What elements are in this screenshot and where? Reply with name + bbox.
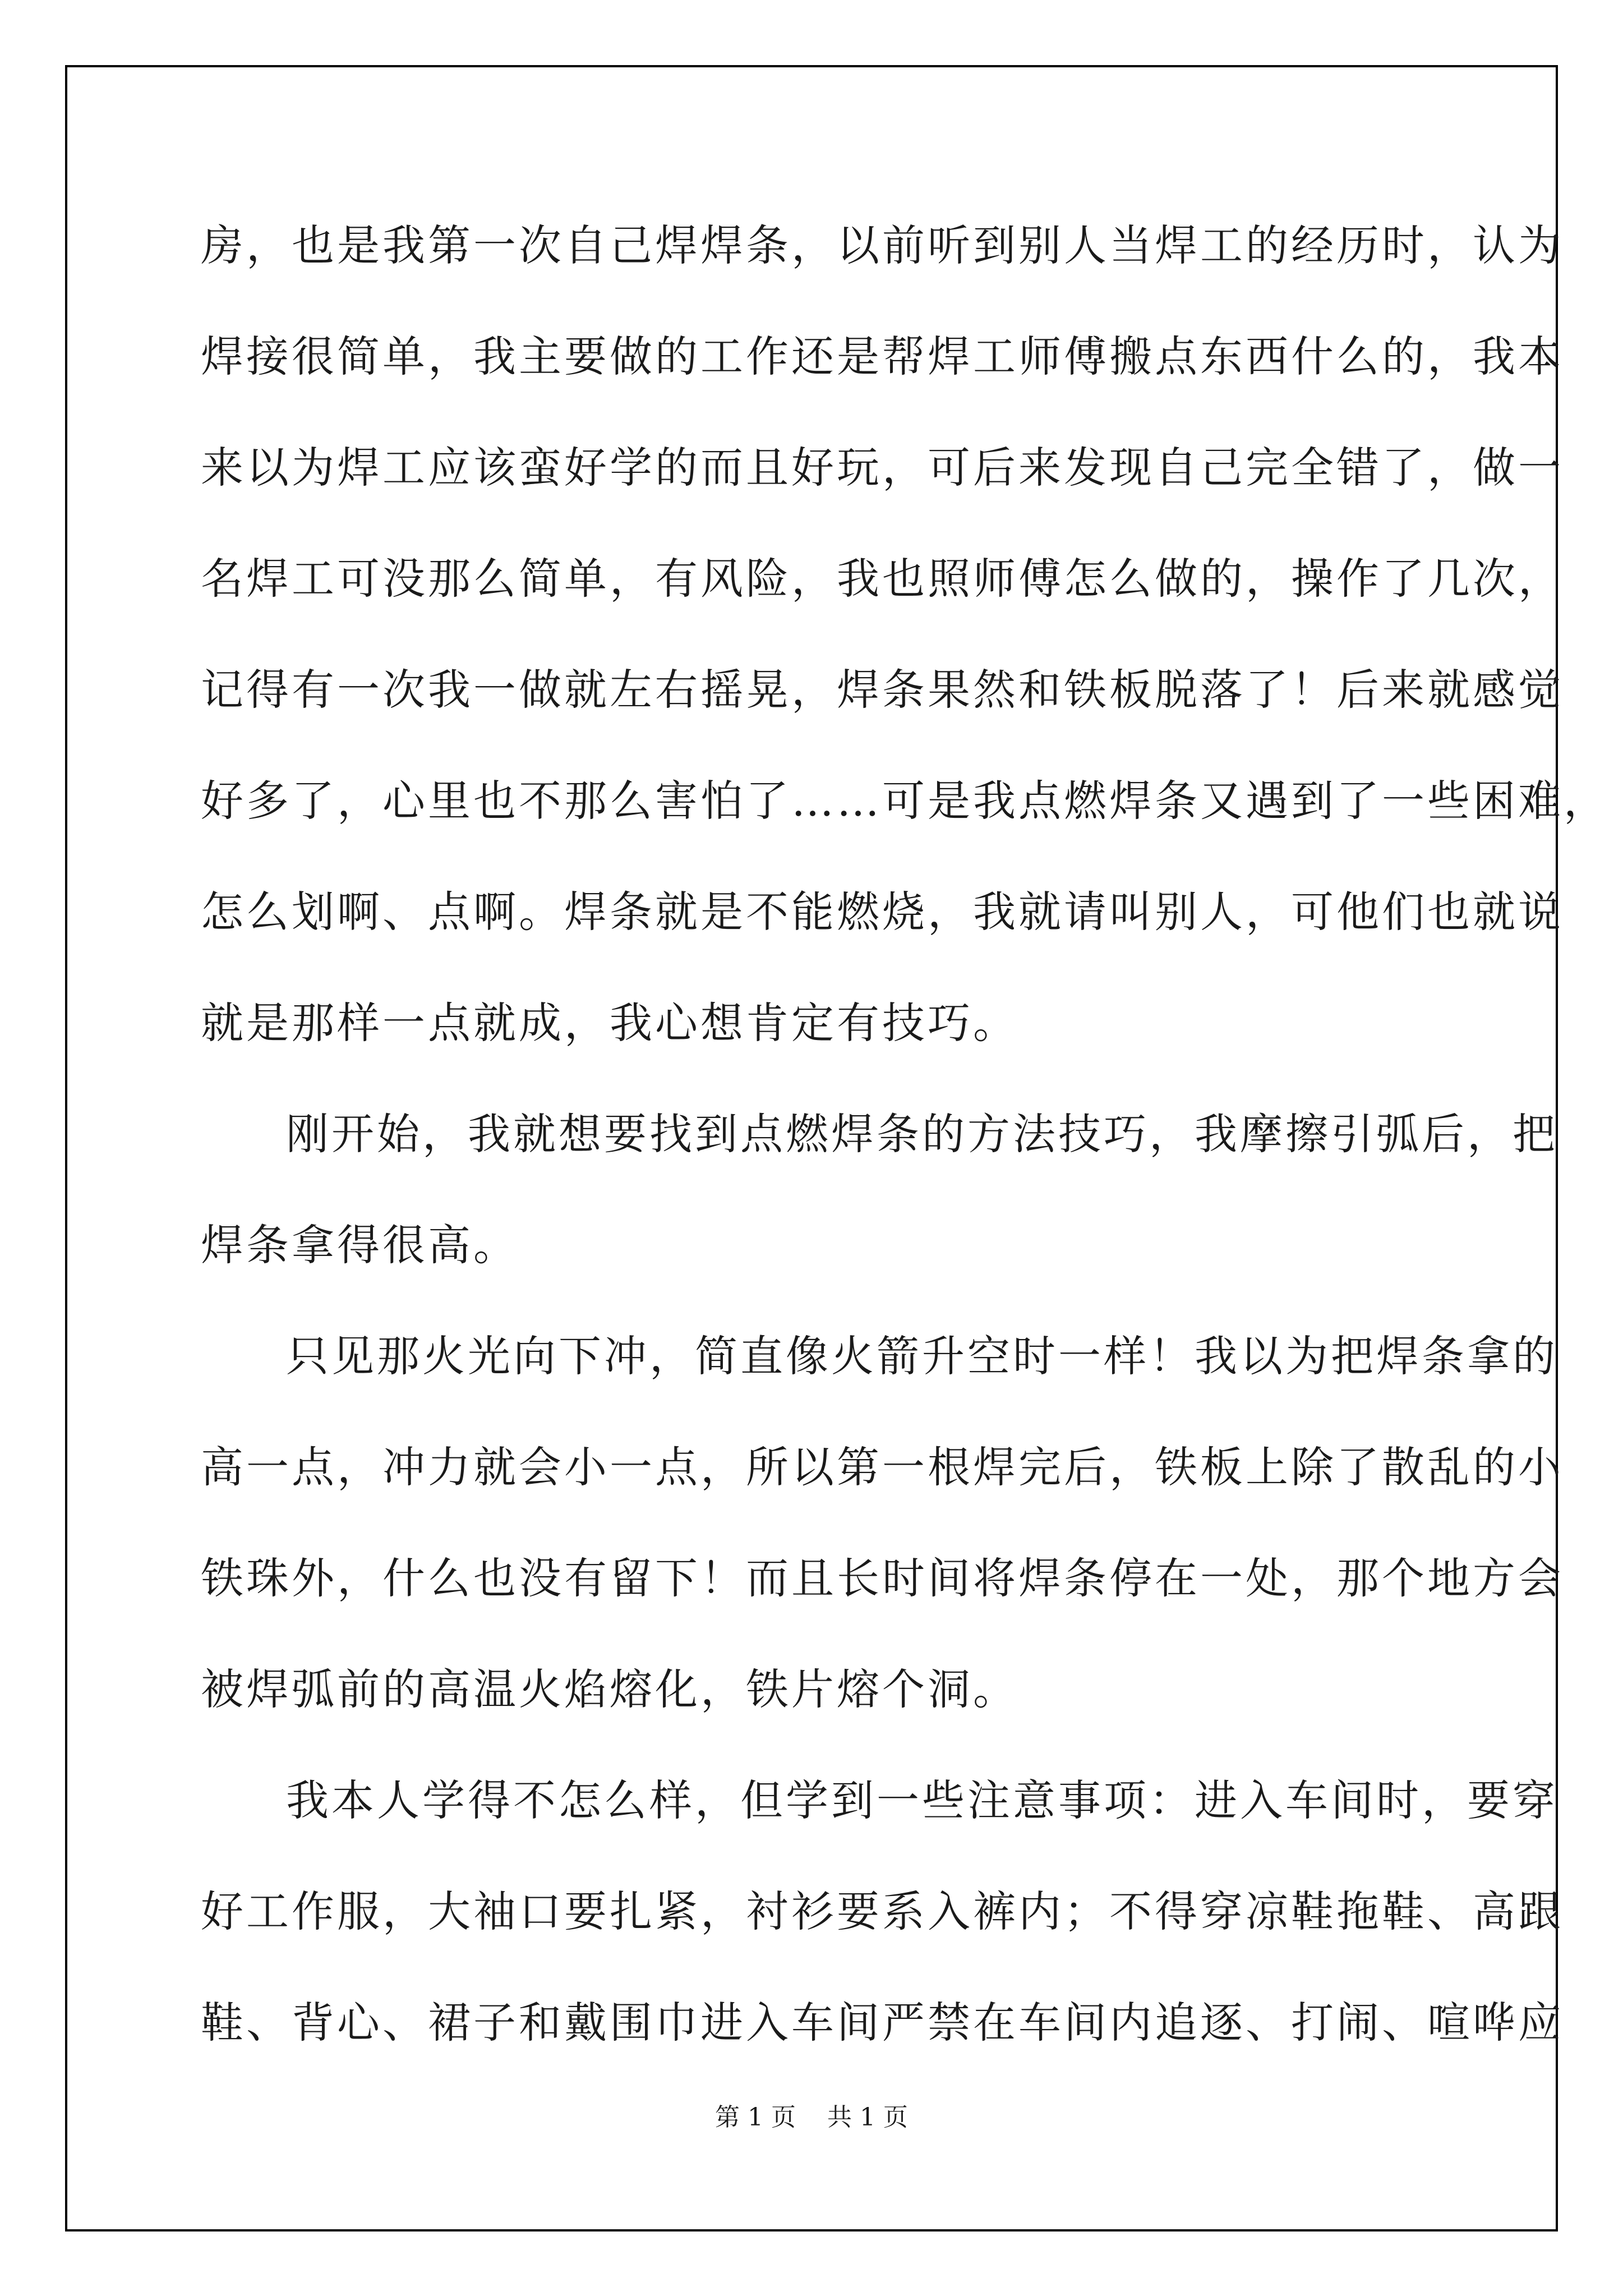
text-line: 就是那样一点就成，我心想肯定有技巧。 — [201, 998, 1018, 1048]
text-line: 焊条拿得很高。 — [201, 1220, 519, 1270]
text-line: 怎么划啊、点啊。焊条就是不能燃烧，我就请叫别人，可他们也就说 — [201, 887, 1564, 937]
text-line: 记得有一次我一做就左右摇晃，焊条果然和铁板脱落了！后来就感觉 — [201, 665, 1564, 715]
text-line: 高一点，冲力就会小一点，所以第一根焊完后，铁板上除了散乱的小 — [201, 1442, 1564, 1492]
text-line: 房，也是我第一次自己焊焊条，以前听到别人当焊工的经历时，认为 — [201, 220, 1564, 270]
paragraph-first-line: 只见那火光向下冲，简直像火箭升空时一样！我以为把焊条拿的 — [286, 1331, 1558, 1381]
text-line: 名焊工可没那么简单，有风险，我也照师傅怎么做的，操作了几次， — [201, 554, 1564, 604]
text-line: 好多了，心里也不那么害怕了……可是我点燃焊条又遇到了一些困难， — [201, 776, 1609, 826]
text-line: 来以为焊工应该蛮好学的而且好玩，可后来发现自己完全错了，做一 — [201, 443, 1564, 493]
text-line: 好工作服，大袖口要扎紧，衬衫要系入裤内；不得穿凉鞋拖鞋、高跟 — [201, 1887, 1564, 1936]
paragraph-first-line: 刚开始，我就想要找到点燃焊条的方法技巧，我摩擦引弧后，把 — [286, 1109, 1558, 1159]
text-line: 铁珠外，什么也没有留下！而且长时间将焊条停在一处，那个地方会 — [201, 1553, 1564, 1603]
text-line: 焊接很简单，我主要做的工作还是帮焊工师傅搬点东西什么的，我本 — [201, 332, 1564, 381]
paragraph-first-line: 我本人学得不怎么样，但学到一些注意事项：进入车间时，要穿 — [286, 1775, 1558, 1825]
text-line: 鞋、背心、裙子和戴围巾进入车间严禁在车间内追逐、打闹、喧哗应 — [201, 1998, 1564, 2047]
text-line: 被焊弧前的高温火焰熔化，铁片熔个洞。 — [201, 1664, 1018, 1714]
page-number-footer: 第 1 页 共 1 页 — [715, 2103, 908, 2132]
